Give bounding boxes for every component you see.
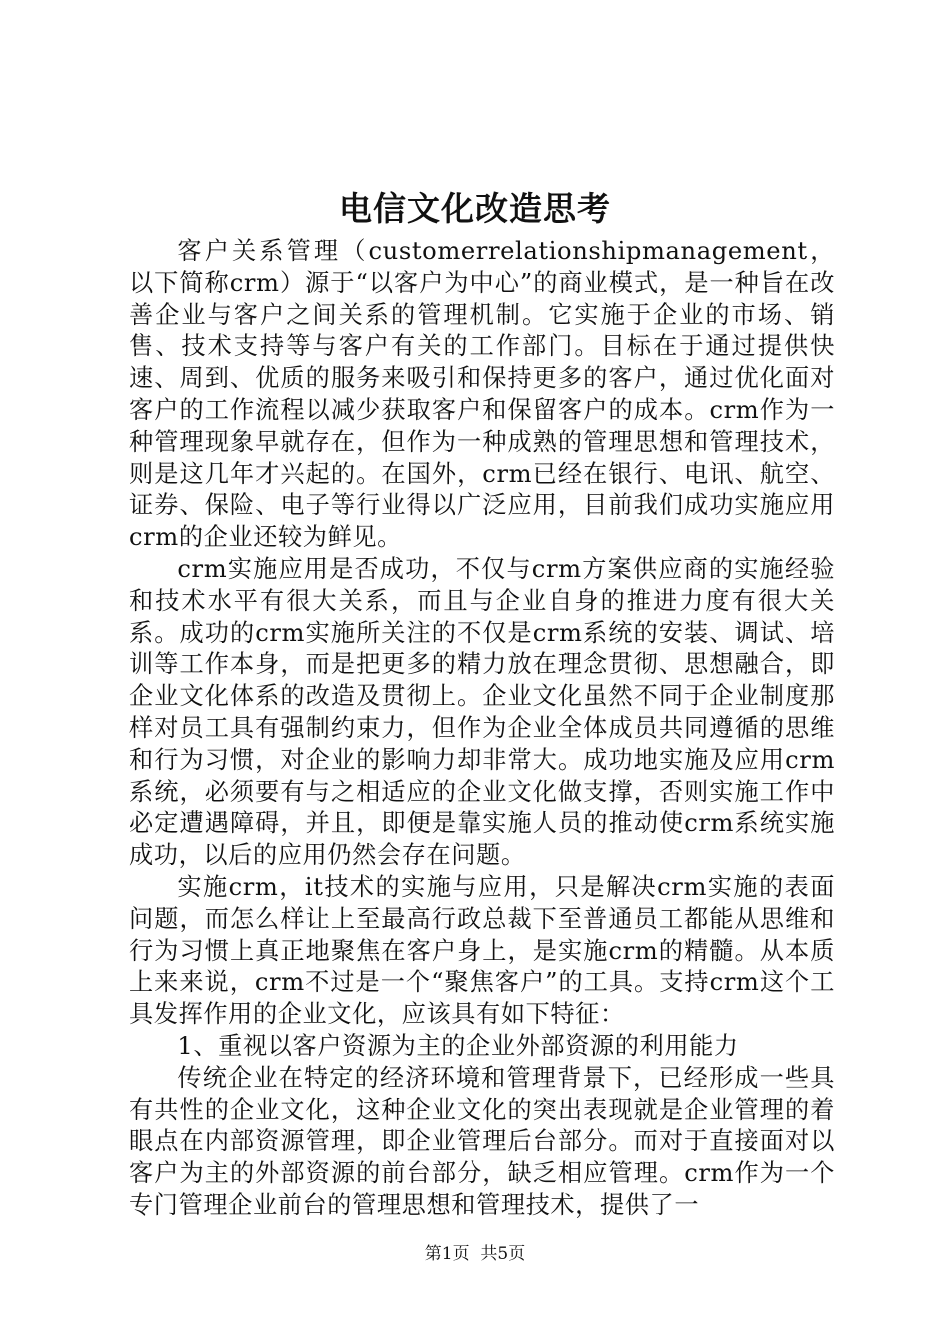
paragraph-essence: 实施crm，it技术的实施与应用，只是解决crm实施的表面问题，而怎么样让上至最高行政总裁下至普通员工都能从思维和行为习惯上真正地聚焦在客户身上，是实施crm的精髓。从本质上来来说，crm不过是一个“聚焦客户”的工具。支持crm这个工具发挥作用的企业文化，应该具有如下特征：: [129, 872, 835, 1029]
document-body: [129, 236, 835, 1222]
footer-spacer: [470, 1244, 481, 1264]
page-footer: [0, 1243, 950, 1265]
paragraph-implementation: crm实施应用是否成功，不仅与crm方案供应商的实施经验和技术水平有很大关系，而且与企业自身的推进力度有很大关系。成功的crm实施所关注的不仅是crm系统的安装、调试、培训等工作本身，而是把更多的精力放在理念贯彻、思想融合，即企业文化体系的改造及贯彻上。企业文化虽然不同于企业制度那样对员工具有强制约束力，但作为企业全体成员共同遵循的思维和行为习惯，对企业的影响力却非常大。成功地实施及应用crm系统，必须要有与之相适应的企业文化做支撑，否则实施工作中必定遭遇障碍，并且，即便是靠实施人员的推动使crm系统实施成功，以后的应用仍然会存在问题。: [129, 554, 835, 870]
document-title: 电信文化改造思考: [339, 189, 611, 228]
section-heading-1: 1、重视以客户资源为主的企业外部资源的利用能力: [177, 1031, 739, 1060]
page-number: 第1页: [424, 1244, 470, 1264]
paragraph-intro: 客户关系管理（customerrelationshipmanagement，以下简称crm）源于“以客户为中心”的商业模式，是一种旨在改善企业与客户之间关系的管理机制。它实施于企业的市场、销售、技术支持等与客户有关的工作部门。目标在于通过提供快速、周到、优质的服务来吸引和保持更多的客户，通过优化面对客户的工作流程以减少获取客户和保留客户的成本。crm作为一种管理现象早就存在，但作为一种成熟的管理思想和管理技术，则是这几年才兴起的。在国外，crm已经在银行、电讯、航空、证券、保险、电子等行业得以广泛应用，目前我们成功实施应用crm的企业还较为鲜见。: [129, 237, 835, 552]
page-total: 共5页: [480, 1244, 526, 1264]
paragraph-traditional-culture: 传统企业在特定的经济环境和管理背景下，已经形成一些具有共性的企业文化，这种企业文化的突出表现就是企业管理的着眼点在内部资源管理，即企业管理后台部分。而对于直接面对以客户为主的外部资源的前台部分，缺乏相应管理。crm作为一个专门管理企业前台的管理思想和管理技术，提供了一: [129, 1063, 835, 1219]
